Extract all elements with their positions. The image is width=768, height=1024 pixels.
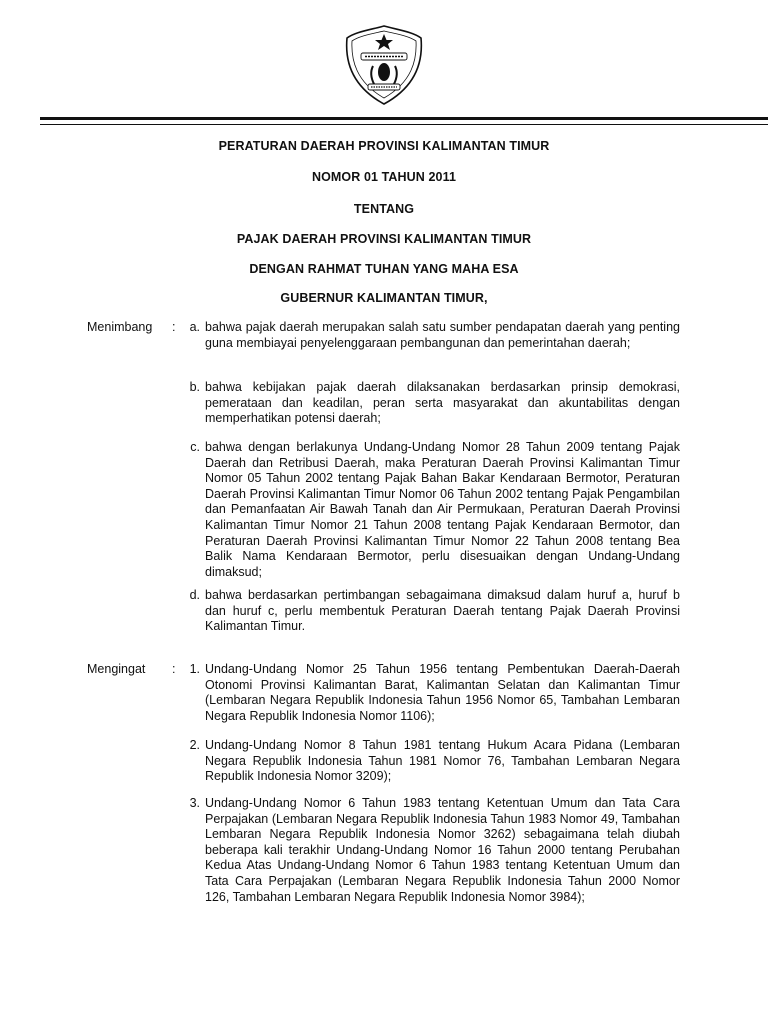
regulation-about: TENTANG: [353, 202, 415, 216]
section-colon: :: [172, 320, 176, 334]
provincial-emblem-icon: [339, 20, 429, 110]
regulation-subject: PAJAK DAERAH PROVINSI KALIMANTAN TIMUR: [236, 232, 532, 246]
item-mark: d.: [189, 588, 200, 602]
header-rule-thick: [40, 117, 768, 120]
menimbang-item-c: bahwa dengan berlakunya Undang-Undang Nomor 28 Tahun 2009 tentang Pajak Daerah dan Retribusi Daerah, maka Peraturan Daerah Provinsi Kalimantan Timur Nomor 05 Tahun 2002 tentang Pajak Bahan Bakar Kendaraan Bermotor, Peraturan Daerah Provinsi Kalimantan Timur Nomor 06 Tahun 2002 tentang Pajak Pengambilan dan Pemanfaatan Air Bawah Tanah dan Air Permukaan, Peraturan Daerah Provinsi Kalimantan Timur Nomor 21 Tahun 2008 tentang Pajak Kendaraan Bermotor, dan Peraturan Daerah Provinsi Kalimantan Timur Nomor 22 Tahun 2008 tentang Bea Balik Nama Kendaraan Bermotor, perlu disesuaikan dengan Undang-Undang dimaksud;: [205, 440, 680, 579]
mengingat-item-1: Undang-Undang Nomor 25 Tahun 1956 tentang Pembentukan Daerah-Daerah Otonomi Provinsi Kalimantan Barat, Kalimantan Selatan dan Kalimantan Timur (Lembaran Negara Republik Indonesia Tahun 1956 Nomor 65, Tambahan Lembaran Negara Republik Indonesia Nomor 1106);: [205, 662, 680, 723]
item-mark: a.: [189, 320, 200, 334]
menimbang-item-d: bahwa berdasarkan pertimbangan sebagaimana dimaksud dalam huruf a, huruf b dan huruf c, perlu membentuk Peraturan Daerah tentang Pajak Daerah Provinsi Kalimantan Timur.: [205, 588, 680, 634]
section-colon: :: [172, 662, 176, 676]
menimbang-item-b: bahwa kebijakan pajak daerah dilaksanakan berdasarkan prinsip demokrasi, pemerataan dan keadilan, peran serta masyarakat dan akuntabilitas dengan memperhatikan potensi daerah;: [205, 380, 680, 426]
item-mark: 1.: [189, 662, 200, 676]
item-mark: c.: [190, 440, 200, 454]
item-mark: 3.: [189, 796, 200, 810]
section-label-mengingat: Mengingat: [87, 662, 146, 676]
menimbang-item-a: bahwa pajak daerah merupakan salah satu sumber pendapatan daerah yang penting guna membiayai penyelenggaraan pembangunan dan pemerintahan daerah;: [205, 320, 680, 350]
governor-line: GUBERNUR KALIMANTAN TIMUR,: [280, 291, 488, 305]
invocation: DENGAN RAHMAT TUHAN YANG MAHA ESA: [249, 262, 519, 276]
section-label-menimbang: Menimbang: [87, 320, 153, 334]
mengingat-item-3: Undang-Undang Nomor 6 Tahun 1983 tentang Ketentuan Umum dan Tata Cara Perpajakan (Lembaran Negara Republik Indonesia Tahun 1983 Nomor 49, Tambahan Lembaran Negara Republik Indonesia Nomor 3262) sebagaimana telah diubah beberapa kali terakhir Undang-Undang Nomor 16 Tahun 2000 tentang Perubahan Kedua Atas Undang-Undang Nomor 6 Tahun 1983 tentang Ketentuan Umum dan Tata Cara Perpajakan (Lembaran Negara Republik Indonesia Tahun 2000 Nomor 126, Tambahan Lembaran Negara Republik Indonesia Nomor 3984);: [205, 796, 680, 904]
header-rule-thin: [40, 124, 768, 125]
regulation-number: NOMOR 01 TAHUN 2011: [311, 170, 457, 184]
mengingat-item-2: Undang-Undang Nomor 8 Tahun 1981 tentang Hukum Acara Pidana (Lembaran Negara Republik Indonesia Tahun 1981 Nomor 76, Tambahan Lembaran Negara Republik Indonesia Nomor 3209);: [205, 738, 680, 784]
item-mark: b.: [189, 380, 200, 394]
item-mark: 2.: [189, 738, 200, 752]
regulation-title: PERATURAN DAERAH PROVINSI KALIMANTAN TIMUR: [218, 139, 550, 153]
